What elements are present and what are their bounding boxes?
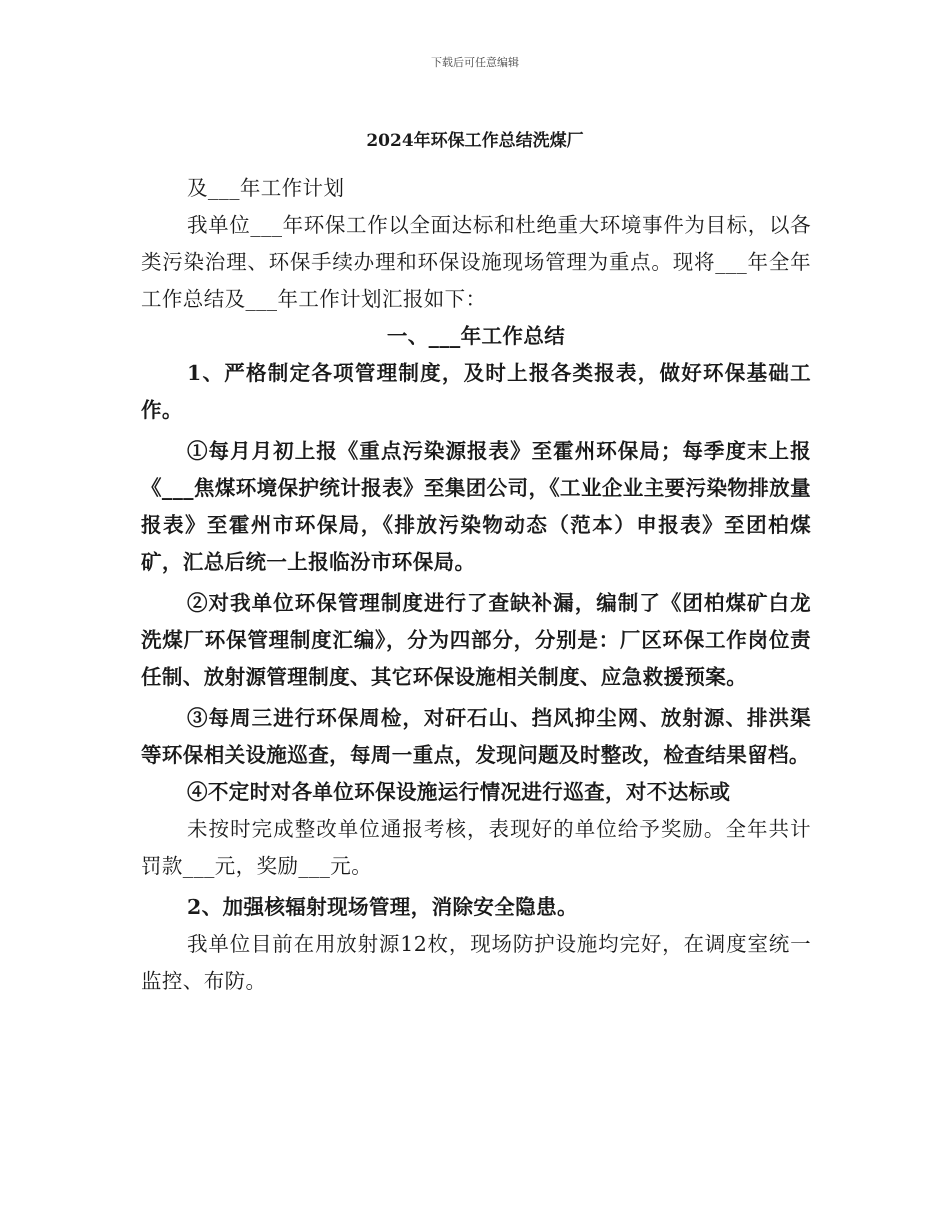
header-note: 下载后可任意编辑: [431, 56, 519, 69]
document-title: 2024年环保工作总结洗煤厂: [366, 131, 584, 151]
section-heading: 一、___年工作总结: [386, 324, 566, 348]
item-1-point-4-continued: 未按时完成整改单位通报考核，表现好的单位给予奖励。全年共计罚款___元，奖励___元。: [141, 817, 811, 878]
item-heading-2: 2、加强核辐射现场管理，消除安全隐患。: [187, 895, 578, 919]
item-1-point-1: ①每月月初上报《重点污染源报表》至霍州环保局；每季度末上报《___焦煤环境保护统计报表》至集团公司，《工业企业主要污染物排放量报表》至霍州市环保局，《排放污染物动态（范本）申报表》至团柏煤矿，汇总后统一上报临汾市环保局。: [141, 439, 811, 574]
document-body: [141, 170, 811, 1000]
item-heading-1: 1、严格制定各项管理制度，及时上报各类报表，做好环保基础工作。: [141, 361, 811, 422]
item-1-point-3: ③每周三进行环保周检，对矸石山、挡风抑尘网、放射源、排洪渠等环保相关设施巡查，每周一重点，发现问题及时整改，检查结果留档。: [141, 706, 811, 767]
intro-paragraph: 我单位___年环保工作以全面达标和杜绝重大环境事件为目标，以各类污染治理、环保手续办理和环保设施现场管理为重点。现将___年全年工作总结及___年工作计划汇报如下：: [141, 213, 811, 311]
item-1-point-2: ②对我单位环保管理制度进行了查缺补漏，编制了《团柏煤矿白龙洗煤厂环保管理制度汇编》，分为四部分，分别是：厂区环保工作岗位责任制、放射源管理制度、其它环保设施相关制度、应急救援预案。: [141, 591, 811, 689]
item-1-point-4: ④不定时对各单位环保设施运行情况进行巡查，对不达标或: [187, 780, 731, 804]
item-2-paragraph: 我单位目前在用放射源12枚，现场防护设施均完好，在调度室统一监控、布防。: [141, 932, 811, 993]
subtitle-paragraph: 及___年工作计划: [187, 176, 345, 200]
